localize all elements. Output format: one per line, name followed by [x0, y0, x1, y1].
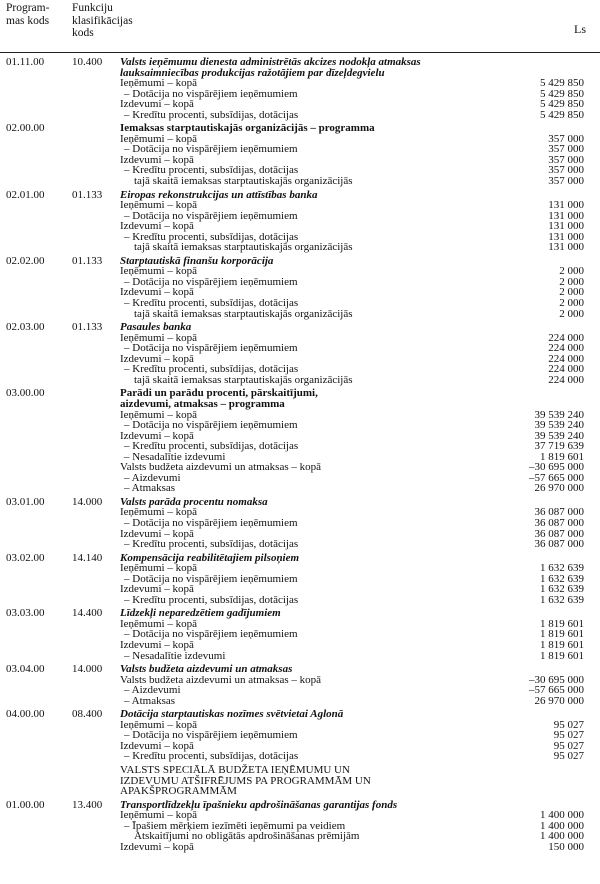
table-header — [0, 0, 600, 53]
table-row — [0, 800, 600, 811]
row-label: – Kredītu procenti, subsīdijas, dotācijas — [124, 297, 299, 310]
table-row — [0, 322, 600, 333]
amount-value: 26 970 000 — [534, 482, 584, 495]
amount-value: 2 000 — [559, 265, 584, 278]
amount-value: –30 695 000 — [529, 673, 584, 686]
program-code: 02.03.00 — [6, 321, 45, 334]
row-label: Ieņēmumi – kopā — [120, 331, 197, 344]
row-label: – Kredītu procenti, subsīdijas, dotācijas — [124, 750, 299, 763]
row-label: Ieņēmumi – kopā — [120, 718, 197, 731]
amount-value: –57 665 000 — [529, 684, 584, 697]
amount-value: 95 027 — [553, 739, 584, 752]
table-row — [0, 176, 600, 187]
program-title: Parādi un parādu procenti, pārskaitījumi, — [120, 387, 318, 400]
row-label: tajā skaitā iemaksas starptautiskajās organizācijās — [134, 373, 353, 386]
row-label: – Kredītu procenti, subsīdijas, dotācijas — [124, 230, 299, 243]
amount-value: 39 539 240 — [534, 408, 584, 421]
table-row — [0, 675, 600, 686]
function-code: 01.133 — [72, 321, 103, 334]
table-row — [0, 410, 600, 421]
row-label: tajā skaitā iemaksas starptautiskajās organizācijās — [134, 175, 353, 188]
table-row — [0, 375, 600, 386]
table-row — [0, 89, 600, 100]
row-label: Izdevumi – kopā — [120, 153, 194, 166]
table-row — [0, 123, 600, 134]
program-title: lauksaimniecības produkcijas ražotājiem par dīzeļdegvielu — [120, 66, 385, 79]
amount-value: 357 000 — [548, 143, 584, 156]
table-row — [0, 211, 600, 222]
amount-value: 224 000 — [548, 342, 584, 355]
row-label: – Kredītu procenti, subsīdijas, dotācijas — [124, 538, 299, 551]
row-label: tajā skaitā iemaksas starptautiskajās organizācijās — [134, 307, 353, 320]
table-row — [0, 619, 600, 630]
row-label: Izdevumi – kopā — [120, 429, 194, 442]
table-row — [0, 190, 600, 201]
header-currency: Ls — [574, 22, 586, 36]
table-row — [0, 584, 600, 595]
program-title: Dotācija starptautiskas nozīmes svētvietai Aglonā — [120, 708, 344, 721]
row-label: Ieņēmumi – kopā — [120, 408, 197, 421]
table-row — [0, 333, 600, 344]
table-row — [0, 155, 600, 166]
program-title: Eiropas rekonstrukcijas un attīstības banka — [120, 188, 318, 201]
row-label: – Dotācija no vispārējiem ieņēmumiem — [124, 628, 298, 641]
row-label: – Nesadalītie izdevumi — [124, 649, 226, 662]
amount-value: 36 087 000 — [534, 516, 584, 529]
table-row — [0, 57, 600, 68]
amount-value: 95 027 — [553, 750, 584, 763]
amount-value: 1 632 639 — [540, 562, 584, 575]
amount-value: 357 000 — [548, 132, 584, 145]
function-code: 14.400 — [72, 607, 103, 620]
function-code: 14.000 — [72, 495, 103, 508]
program-code: 01.11.00 — [6, 56, 45, 68]
table-row — [0, 640, 600, 651]
function-code: 10.400 — [72, 56, 103, 68]
amount-value: –30 695 000 — [529, 461, 584, 474]
table-row — [0, 529, 600, 540]
row-label: Izdevumi – kopā — [120, 739, 194, 752]
program-code: 01.00.00 — [6, 798, 45, 811]
table-row — [0, 497, 600, 508]
amount-value: 2 000 — [559, 297, 584, 310]
amount-value: 2 000 — [559, 275, 584, 288]
table-row — [0, 242, 600, 253]
amount-value: 26 970 000 — [534, 694, 584, 707]
amount-value: 5 429 850 — [540, 77, 584, 90]
header-function-code: Funkciju klasifikācijas kods — [72, 2, 133, 39]
amount-value: 1 632 639 — [540, 583, 584, 596]
table-row — [0, 483, 600, 494]
row-label: Valsts budžeta aizdevumi un atmaksas – kopā — [120, 673, 322, 686]
amount-value: –57 665 000 — [529, 471, 584, 484]
function-code: 01.133 — [72, 254, 103, 267]
row-label: – Kredītu procenti, subsīdijas, dotācijas — [124, 440, 299, 453]
amount-value: 5 429 850 — [540, 98, 584, 111]
table-row — [0, 99, 600, 110]
amount-value: 357 000 — [548, 164, 584, 177]
table-row — [0, 256, 600, 267]
row-label: Ieņēmumi – kopā — [120, 132, 197, 145]
row-label: – Dotācija no vispārējiem ieņēmumiem — [124, 729, 298, 742]
row-label: Ieņēmumi – kopā — [120, 77, 197, 90]
function-code: 14.000 — [72, 663, 103, 676]
row-label: Izdevumi – kopā — [120, 527, 194, 540]
row-label: – Kredītu procenti, subsīdijas, dotācijas — [124, 363, 299, 376]
amount-value: 95 027 — [553, 729, 584, 742]
table-row — [0, 78, 600, 89]
amount-value: 1 819 601 — [540, 628, 584, 641]
amount-value: 224 000 — [548, 363, 584, 376]
row-label: – Dotācija no vispārējiem ieņēmumiem — [124, 572, 298, 585]
row-label: Izdevumi – kopā — [120, 583, 194, 596]
amount-value: 37 719 639 — [534, 440, 584, 453]
table-row — [0, 842, 600, 853]
table-row — [0, 309, 600, 320]
row-label: – Nesadalītie izdevumi — [124, 450, 226, 463]
row-label: – Atmaksas — [124, 694, 176, 707]
amount-value: 224 000 — [548, 331, 584, 344]
table-row — [0, 441, 600, 452]
row-label: Izdevumi – kopā — [120, 638, 194, 651]
table-row — [0, 221, 600, 232]
table-row — [0, 200, 600, 211]
row-label: – Dotācija no vispārējiem ieņēmumiem — [124, 87, 298, 100]
table-row — [0, 563, 600, 574]
program-title: Kompensācija reabilitētajiem pilsoņiem — [120, 551, 300, 564]
row-label: Izdevumi – kopā — [120, 220, 194, 233]
row-label: – Aizdevumi — [124, 471, 181, 484]
table-row — [0, 266, 600, 277]
amount-value: 1 819 601 — [540, 617, 584, 630]
amount-value: 39 539 240 — [534, 429, 584, 442]
table-row — [0, 574, 600, 585]
table-row — [0, 629, 600, 640]
section-heading: APAKŠPROGRAMMĀM — [120, 785, 237, 798]
program-code: 03.00.00 — [6, 387, 45, 400]
table-row — [0, 709, 600, 720]
program-code: 03.01.00 — [6, 495, 45, 508]
row-label: Izdevumi – kopā — [120, 352, 194, 365]
table-row — [0, 388, 600, 399]
table-row — [0, 399, 600, 410]
program-code: 03.03.00 — [6, 607, 45, 620]
table-row — [0, 765, 600, 776]
table-row — [0, 720, 600, 731]
row-label: Izdevumi – kopā — [120, 840, 194, 853]
program-title: Iemaksas starptautiskajās organizācijās – programma — [120, 122, 375, 135]
program-title: Starptautiskā finanšu korporācija — [120, 254, 274, 267]
program-title: aizdevumi, atmaksas – programma — [120, 397, 285, 410]
row-label: – Kredītu procenti, subsīdijas, dotācijas — [124, 108, 299, 121]
table-row — [0, 831, 600, 842]
row-label: – Kredītu procenti, subsīdijas, dotācijas — [124, 593, 299, 606]
function-code: 13.400 — [72, 798, 103, 811]
table-row — [0, 553, 600, 564]
amount-value: 1 819 601 — [540, 649, 584, 662]
amount-value: 2 000 — [559, 286, 584, 299]
table-row — [0, 277, 600, 288]
table-row — [0, 741, 600, 752]
amount-value: 1 819 601 — [540, 638, 584, 651]
program-title: Valsts budžeta aizdevumi un atmaksas — [120, 663, 293, 676]
amount-value: 357 000 — [548, 153, 584, 166]
program-title: Pasaules banka — [120, 321, 192, 334]
amount-value: 39 539 240 — [534, 419, 584, 432]
table-row — [0, 68, 600, 79]
amount-value: 1 632 639 — [540, 593, 584, 606]
section-heading: VALSTS SPECIĀLĀ BUDŽETA IEŅĒMUMU UN — [120, 764, 350, 776]
row-label: – Dotācija no vispārējiem ieņēmumiem — [124, 275, 298, 288]
table-row — [0, 696, 600, 707]
row-label: Ieņēmumi – kopā — [120, 562, 197, 575]
table-row — [0, 730, 600, 741]
section-heading: IZDEVUMU ATŠIFRĒJUMS PA PROGRAMMĀM UN — [120, 774, 371, 787]
table-row — [0, 786, 600, 797]
program-code: 03.02.00 — [6, 551, 45, 564]
program-code: 02.02.00 — [6, 254, 45, 267]
table-row — [0, 776, 600, 787]
amount-value: 95 027 — [553, 718, 584, 731]
amount-value: 131 000 — [548, 199, 584, 212]
program-title: Valsts ieņēmumu dienesta administrētās akcizes nodokļa atmaksas — [120, 56, 421, 68]
row-label: Izdevumi – kopā — [120, 286, 194, 299]
row-label: – Dotācija no vispārējiem ieņēmumiem — [124, 209, 298, 222]
function-code: 01.133 — [72, 188, 103, 201]
budget-rows — [0, 54, 600, 852]
row-label: – Dotācija no vispārējiem ieņēmumiem — [124, 516, 298, 529]
table-row — [0, 462, 600, 473]
program-code: 03.04.00 — [6, 663, 45, 676]
table-row — [0, 595, 600, 606]
table-row — [0, 343, 600, 354]
row-label: Ieņēmumi – kopā — [120, 617, 197, 630]
row-label: Atskaitījumi no obligātās apdrošināšanas prēmijām — [134, 830, 360, 843]
table-row — [0, 685, 600, 696]
row-label: – Dotācija no vispārējiem ieņēmumiem — [124, 419, 298, 432]
program-code: 04.00.00 — [6, 708, 45, 721]
table-row — [0, 539, 600, 550]
amount-value: 357 000 — [548, 175, 584, 188]
amount-value: 1 819 601 — [540, 450, 584, 463]
program-code: 02.00.00 — [6, 122, 45, 135]
amount-value: 36 087 000 — [534, 527, 584, 540]
row-label: tajā skaitā iemaksas starptautiskajās organizācijās — [134, 241, 353, 254]
table-row — [0, 298, 600, 309]
amount-value: 1 400 000 — [540, 830, 584, 843]
table-row — [0, 507, 600, 518]
row-label: – Kredītu procenti, subsīdijas, dotācijas — [124, 164, 299, 177]
program-title: Līdzekļi neparedzētiem gadījumiem — [120, 607, 281, 620]
program-title: Transportlīdzekļu īpašnieku apdrošināšanas garantijas fonds — [120, 798, 398, 811]
function-code: 08.400 — [72, 708, 103, 721]
amount-value: 1 400 000 — [540, 819, 584, 832]
amount-value: 36 087 000 — [534, 506, 584, 519]
amount-value: 1 632 639 — [540, 572, 584, 585]
row-label: Valsts budžeta aizdevumi un atmaksas – kopā — [120, 461, 322, 474]
amount-value: 224 000 — [548, 352, 584, 365]
function-code: 14.140 — [72, 551, 103, 564]
table-row — [0, 431, 600, 442]
table-row — [0, 651, 600, 662]
amount-value: 131 000 — [548, 220, 584, 233]
row-label: Ieņēmumi – kopā — [120, 265, 197, 278]
amount-value: 131 000 — [548, 230, 584, 243]
amount-value: 131 000 — [548, 209, 584, 222]
row-label: Izdevumi – kopā — [120, 98, 194, 111]
amount-value: 5 429 850 — [540, 108, 584, 121]
header-program-code: Program-mas kods — [6, 2, 50, 27]
amount-value: 1 400 000 — [540, 809, 584, 822]
table-row — [0, 287, 600, 298]
amount-value: 5 429 850 — [540, 87, 584, 100]
table-row — [0, 420, 600, 431]
row-label: Ieņēmumi – kopā — [120, 506, 197, 519]
row-label: – Īpašiem mērķiem iezīmēti ieņēmumi pa veidiem — [124, 819, 346, 832]
amount-value: 224 000 — [548, 373, 584, 386]
amount-value: 150 000 — [548, 840, 584, 853]
row-label: – Dotācija no vispārējiem ieņēmumiem — [124, 342, 298, 355]
table-row — [0, 134, 600, 145]
program-code: 02.01.00 — [6, 188, 45, 201]
amount-value: 36 087 000 — [534, 538, 584, 551]
table-row — [0, 473, 600, 484]
row-label: – Aizdevumi — [124, 684, 181, 697]
row-label: – Atmaksas — [124, 482, 176, 495]
row-label: Ieņēmumi – kopā — [120, 809, 197, 822]
table-row — [0, 518, 600, 529]
table-row — [0, 354, 600, 365]
program-title: Valsts parāda procentu nomaksa — [120, 495, 268, 508]
table-row — [0, 144, 600, 155]
table-row — [0, 608, 600, 619]
amount-value: 131 000 — [548, 241, 584, 254]
row-label: Ieņēmumi – kopā — [120, 199, 197, 212]
row-label: – Dotācija no vispārējiem ieņēmumiem — [124, 143, 298, 156]
amount-value: 2 000 — [559, 307, 584, 320]
table-row — [0, 110, 600, 121]
table-row — [0, 751, 600, 762]
